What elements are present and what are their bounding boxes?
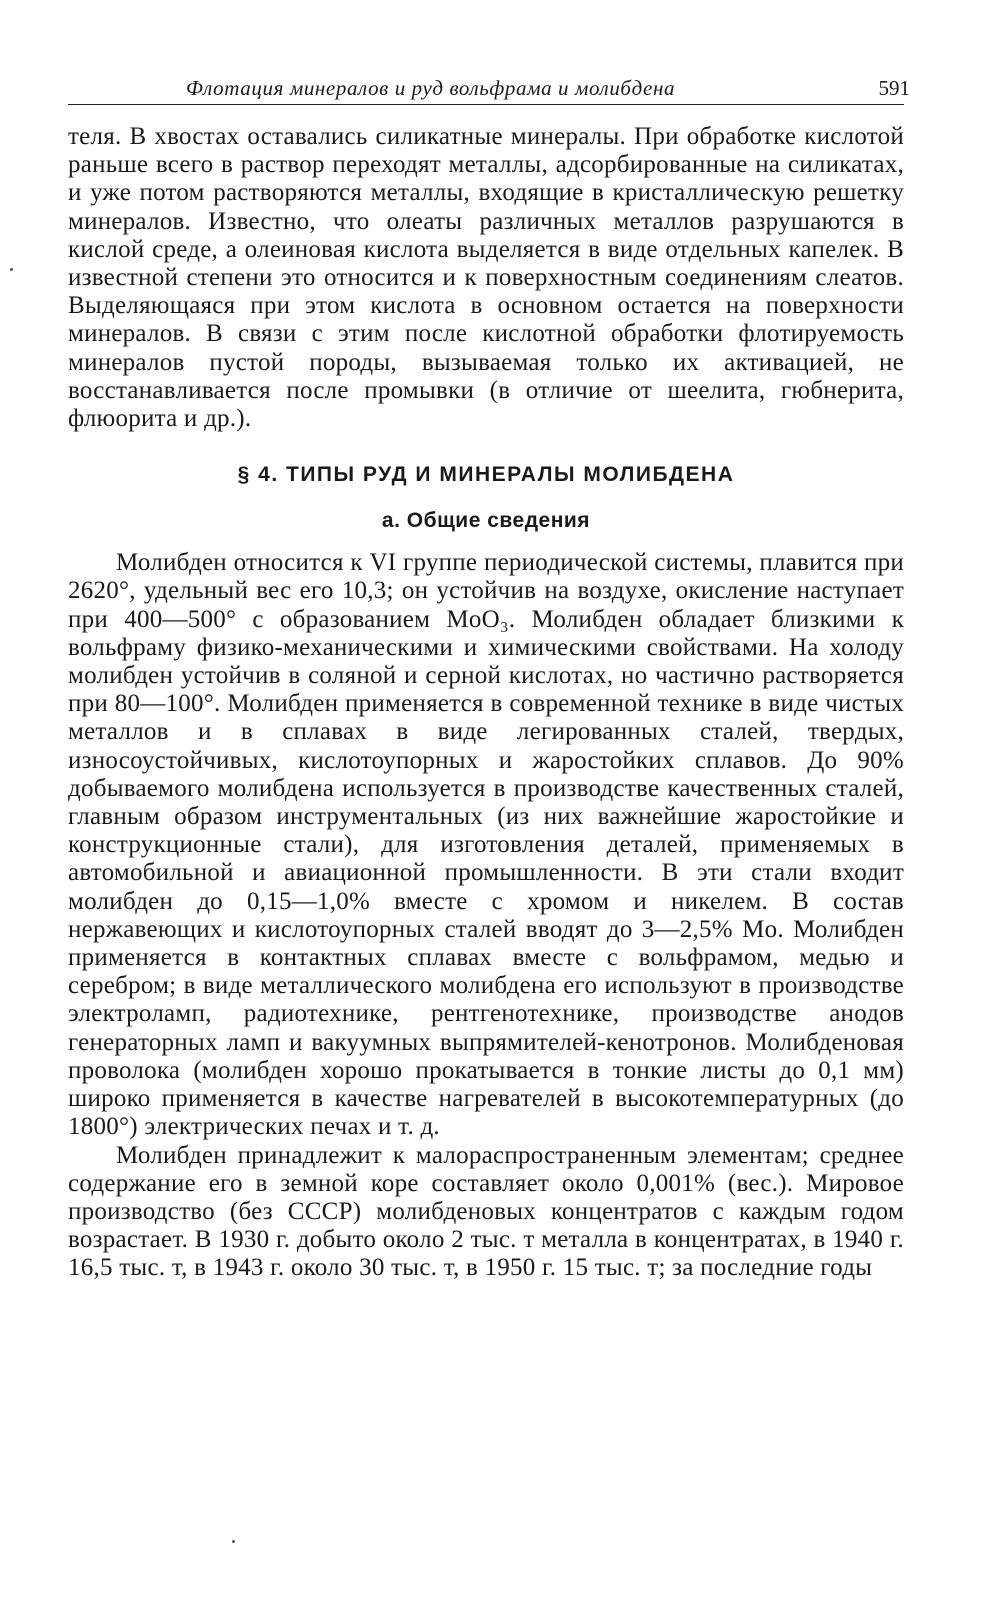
body-text (68, 123, 904, 1283)
running-header (68, 70, 910, 105)
scan-speck (232, 1540, 235, 1543)
paragraph-molybdenum-production: Молибден принадлежит к малораспространенным элементам; среднее содержание его в земной коре составляет около 0,001% (вес.). Мировое производство (без СССР) молибденовых концентратов с каждым годом возрастает. В 1930 г. добыто около 2 тыс. т металла в концентратах, в 1940 г. 16,5 тыс. т, в 1943 г. около 30 тыс. т, в 1950 г. 15 тыс. т; за последние годы (68, 1141, 904, 1282)
scan-speck (10, 268, 13, 271)
running-title: Флотация минералов и руд вольфрама и молибдена (186, 76, 676, 100)
subsection-heading: а. Общие сведения (381, 509, 591, 533)
paragraph-molybdenum-properties: Молибден относится к VI группе периодической системы, плавится при 2620°, удельный вес его 10,3; он устойчив на воздухе, окисление наступает при 400—500° с образованием MoO₃. Молибден обладает близкими к вольфраму физико-механическими и химическими свойствами. На холоду молибден устойчив в соляной и серной кислотах, но частично растворяется при 80—100°. Молибден применяется в современной технике в виде чистых металлов и в сплавах в виде легированных сталей, твердых, износоустойчивых, кислотоупорных и жаростойких сплавов. До 90% добываемого молибдена используется в производстве качественных сталей, главным образом инструментальных (из них важнейшие жаростойкие и конструкционные стали), для изготовления деталей, применяемых в автомобильной и авиационной промышленности. В эти стали входит молибден до 0,15—1,0% вместе с хромом и никелем. В состав нержавеющих и кислотоупорных сталей вводят до 3—2,5% Mo. Молибден применяется в контактных сплавах вместе с вольфрамом, медью и серебром; в виде металлического молибдена его используют в производстве электроламп, радиотехнике, рентгенотехнике, производстве анодов генераторных ламп и вакуумных выпрямителей-кенотронов. Молибденовая проволока (молибден хорошо прокатывается в тонкие листы до 0,1 мм) широко применяется в качестве нагревателей в высокотемпературных (до 1800°) электрических печах и т. д. (68, 549, 904, 1141)
book-page (68, 70, 910, 1283)
section-heading: § 4. ТИПЫ РУД И МИНЕРАЛЫ МОЛИБДЕНА (237, 463, 735, 487)
page-number: 591 (878, 76, 910, 100)
paragraph-continued: теля. В хвостах оставались силикатные минералы. При обработке кислотой раньше всего в раствор переходят металлы, адсорбированные на силикатах, и уже потом растворяются металлы, входящие в кристаллическую решетку минералов. Известно, что олеаты различных металлов разрушаются в кислой среде, а олеиновая кислота выделяется в виде отдельных капелек. В известной степени это относится и к поверхностным соединениям слеатов. Выделяющаяся при этом кислота в основном остается на поверхности минералов. В связи с этим после кислотной обработки флотируемость минералов пустой породы, вызываемая только их активацией, не восстанавливается после промывки (в отличие от шеелита, гюбнерита, флюорита и др.). (68, 123, 904, 433)
